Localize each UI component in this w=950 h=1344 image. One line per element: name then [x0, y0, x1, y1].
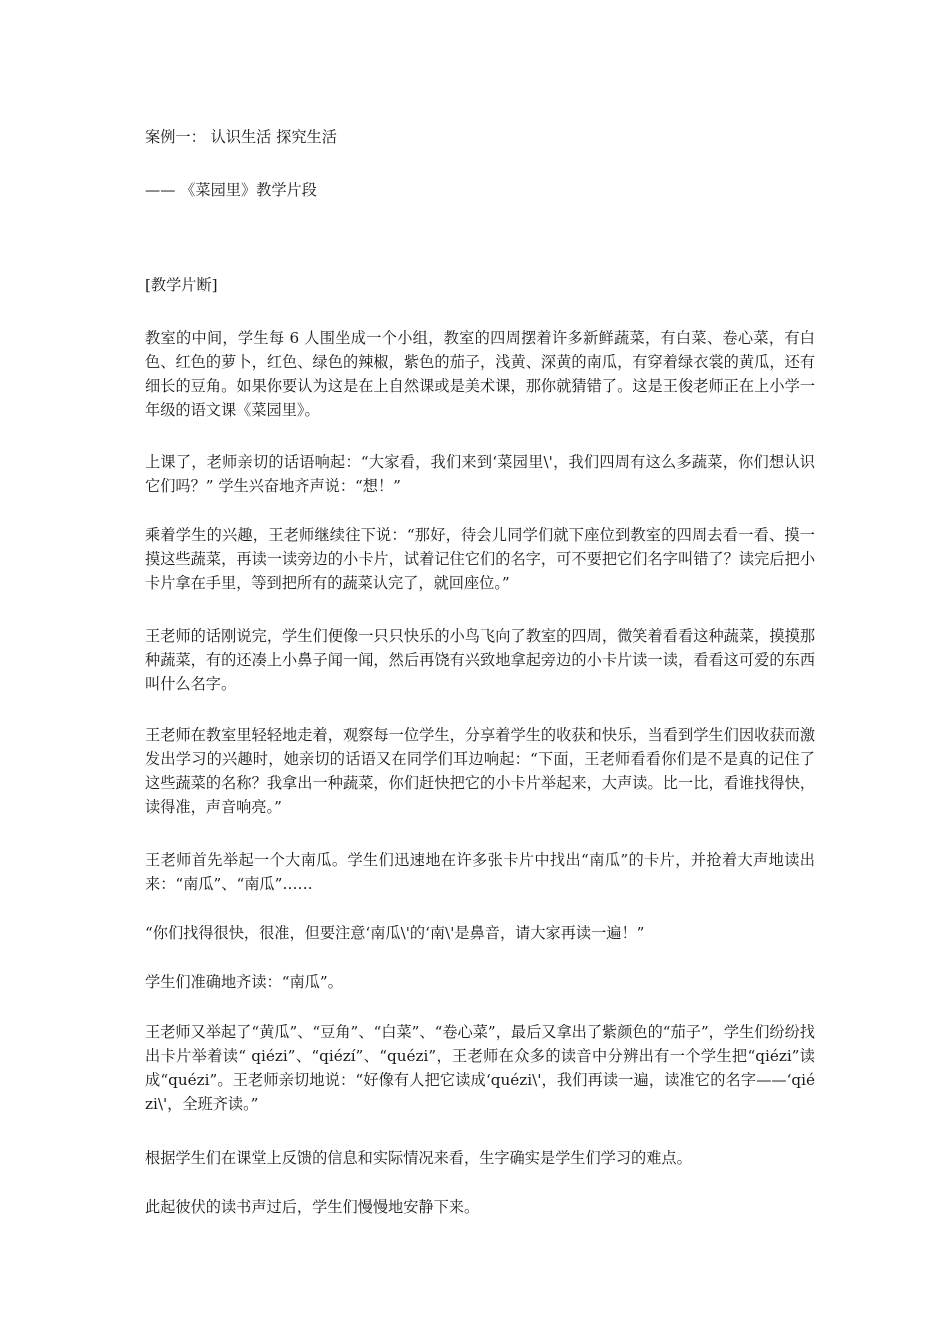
paragraph-4: 王老师的话刚说完，学生们便像一只只快乐的小鸟飞向了教室的四周，微笑着看看这种蔬菜，摸摸那种蔬菜，有的还凑上小鼻子闻一闻，然后再饶有兴致地拿起旁边的小卡片读一读，看看这可爱的东西叫什么名字。	[145, 627, 815, 693]
paragraph-7: “你们找得很快，很准，但要注意‘南瓜\'的‘南\'是鼻音，请大家再读一遍！”	[145, 924, 645, 942]
section-heading: [教学片断]	[145, 276, 218, 294]
paragraph-2: 上课了，老师亲切的话语响起：“大家看，我们来到‘菜园里\'，我们四周有这么多蔬菜，你们想认识它们吗？” 学生兴奋地齐声说：“想！”	[145, 453, 815, 495]
paragraph-9: 王老师又举起了“黄瓜”、“豆角”、“白菜”、“卷心菜”，最后又拿出了紫颜色的“茄子”，学生们纷纷找出卡片举着读“ qiézi”、“qiézí”、“quézi”，王老师在众多的读音中分辨出有一个学生把“qiézi”读成“quézi”。王老师亲切地说：“好像有人把它读成‘quézi\'，我们再读一遍，读准它的名字——‘qiézi\'，全班齐读。”	[145, 1023, 815, 1113]
document-subtitle: —— 《菜园里》教学片段	[145, 181, 317, 199]
paragraph-3: 乘着学生的兴趣，王老师继续往下说：“那好，待会儿同学们就下座位到教室的四周去看一看、摸一摸这些蔬菜，再读一读旁边的小卡片，试着记住它们的名字，可不要把它们名字叫错了？读完后把小卡片拿在手里，等到把所有的蔬菜认完了，就回座位。”	[145, 526, 815, 592]
paragraph-1: 教室的中间，学生每 6 人围坐成一个小组，教室的四周摆着许多新鲜蔬菜，有白菜、卷心菜，有白色、红色的萝卜，红色、绿色的辣椒，紫色的茄子，浅黄、深黄的南瓜，有穿着绿衣裳的黄瓜，还有细长的豆角。如果你要认为这是在上自然课或是美术课，那你就猜错了。这是王俊老师正在上小学一年级的语文课《菜园里》。	[145, 329, 815, 419]
paragraph-5: 王老师在教室里轻轻地走着，观察每一位学生，分享着学生的收获和快乐，当看到学生们因收获而激发出学习的兴趣时，她亲切的话语又在同学们耳边响起：“下面，王老师看看你们是不是真的记住了这些蔬菜的名称？我拿出一种蔬菜，你们赶快把它的小卡片举起来，大声读。比一比，看谁找得快，读得准，声音响亮。”	[145, 726, 815, 816]
paragraph-10: 根据学生们在课堂上反馈的信息和实际情况来看，生字确实是学生们学习的难点。	[145, 1149, 692, 1167]
paragraph-11: 此起彼伏的读书声过后，学生们慢慢地安静下来。	[145, 1198, 480, 1216]
paragraph-6: 王老师首先举起一个大南瓜。学生们迅速地在许多张卡片中找出“南瓜”的卡片，并抢着大声地读出来：“南瓜”、“南瓜”……	[145, 851, 815, 893]
document-title: 案例一： 认识生活 探究生活	[145, 128, 337, 146]
paragraph-8: 学生们准确地齐读：“南瓜”。	[145, 973, 343, 991]
